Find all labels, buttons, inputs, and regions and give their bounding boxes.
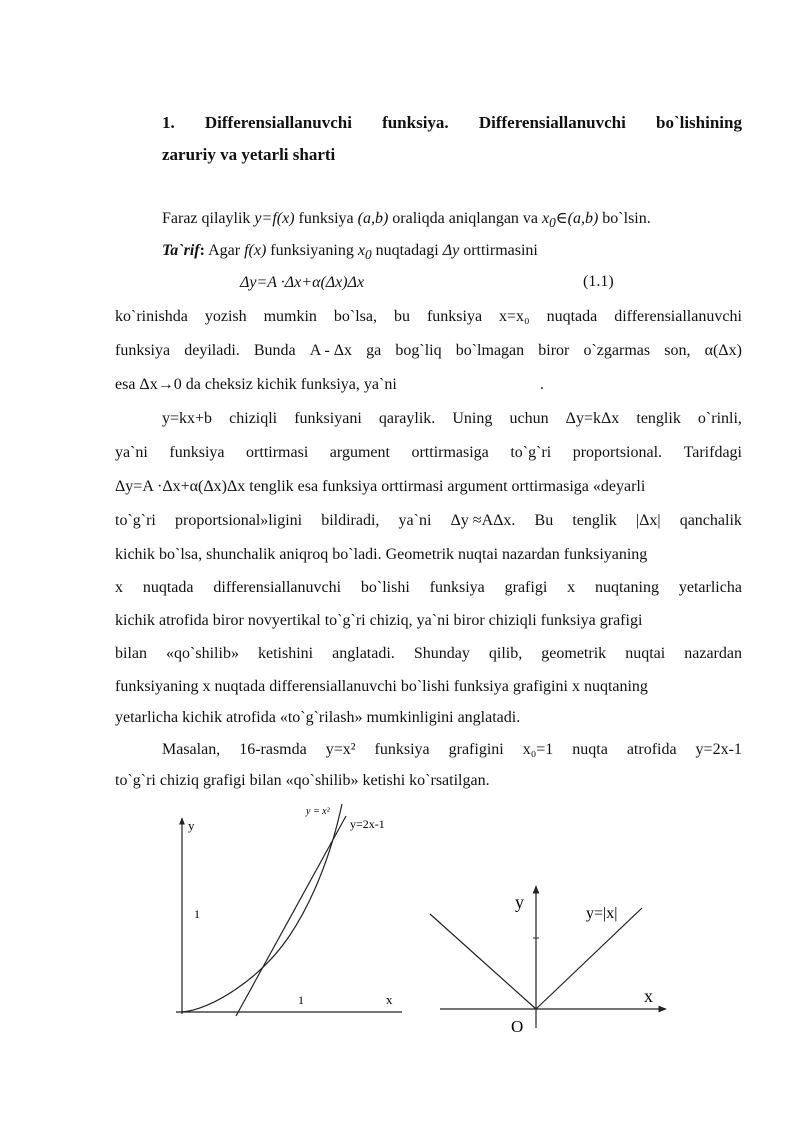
body-word: ko`rinishda xyxy=(115,308,188,325)
body-word: deyiladi. xyxy=(184,342,240,359)
body-word: y=kx+b xyxy=(162,410,213,427)
body-word: |Δx| xyxy=(635,512,661,529)
body-line-14 xyxy=(162,740,742,760)
body-word: bo`lishi xyxy=(360,579,410,596)
body-line-1 xyxy=(115,307,742,327)
body-word: proportsional»ligini xyxy=(174,512,303,529)
body-word: 16-rasmda xyxy=(239,741,307,758)
body-line-8: kichik bo`lsa, shunchalik aniqroq bo`ladi. Geometrik nuqtai nazardan funksiyaning xyxy=(115,546,648,563)
body-word: bilan xyxy=(115,645,147,662)
body-word: yetarlicha xyxy=(678,579,742,596)
body-word: x xyxy=(567,579,576,596)
body-line-15: to`g`ri chiziq grafigi bilan «qo`shilib» ketishi ko`rsatilgan. xyxy=(115,772,490,789)
body-word: orttirmasiga xyxy=(411,444,489,461)
body-word: funksiyani xyxy=(294,410,362,427)
body-word: ya`ni xyxy=(115,444,148,461)
body-word: Uning xyxy=(452,410,493,427)
body-word: A - Δx xyxy=(309,342,353,359)
body-word: ketishini xyxy=(257,645,314,662)
body-word: qanchalik xyxy=(679,512,742,529)
y-axis-label: y xyxy=(515,892,524,912)
body-word: nuqtada xyxy=(142,579,194,596)
body-line-3-dot: . xyxy=(540,376,544,393)
equation-number: (1.1) xyxy=(583,273,614,290)
heading-line-2: zaruriy va yetarli sharti xyxy=(162,145,336,164)
body-word: qilib, xyxy=(488,645,523,662)
body-word: tenglik xyxy=(636,410,681,427)
body-word: nazardan xyxy=(684,645,742,662)
body-word: x₀=1 xyxy=(522,741,554,758)
equation-formula: Δy=A ·Δx+α(Δx)Δx xyxy=(240,274,365,291)
body-word: funksiya xyxy=(115,342,171,359)
body-word: Bunda xyxy=(253,342,296,359)
body-word: orttirmasi xyxy=(246,444,309,461)
body-word: Shunday xyxy=(413,645,470,662)
body-word: y=x² xyxy=(325,741,356,758)
graph-left-branch xyxy=(430,914,536,1009)
body-word: α(Δx) xyxy=(704,342,742,359)
heading-word: bo`lishining xyxy=(656,113,742,132)
body-word: to`g`ri xyxy=(115,512,156,529)
body-word: bildiradi, xyxy=(321,512,380,529)
paragraph-intro: Faraz qilaylik y=f(x) funksiya (a,b) oraliqda aniqlangan va $x_0\in(a,b)$ bo`lsin. xyxy=(162,210,651,231)
body-line-12: funksiyaning x nuqtada differensiallanuvchi bo`lishi funksiya grafigini x nuqtaning xyxy=(115,678,648,695)
body-word: bu xyxy=(393,308,410,325)
body-line-4 xyxy=(162,409,742,429)
tick-y-label: 1 xyxy=(194,907,200,921)
body-word: funksiya xyxy=(426,308,483,325)
body-word: tenglik xyxy=(572,512,617,529)
body-word: atrofida xyxy=(626,741,677,758)
x-axis-label: x xyxy=(644,986,653,1006)
body-word: grafigi xyxy=(504,579,548,596)
body-line-11 xyxy=(115,644,742,664)
body-word: mumkin xyxy=(263,308,317,325)
section-heading xyxy=(162,107,742,171)
body-word: anglatadi. xyxy=(332,645,395,662)
body-word: o`zgarmas xyxy=(583,342,651,359)
heading-word: funksiya. xyxy=(382,113,449,132)
body-word: ya`ni xyxy=(398,512,432,529)
curve-label: y = x² xyxy=(306,806,330,817)
body-word: Bu xyxy=(534,512,554,529)
body-word: nuqta xyxy=(572,741,608,758)
body-word: funksiya xyxy=(429,579,485,596)
function-label: y=|x| xyxy=(586,905,618,922)
body-word: grafigini xyxy=(448,741,504,758)
parabola-curve xyxy=(182,804,342,1012)
origin-label: O xyxy=(511,1017,524,1036)
body-word: «qo`shilib» xyxy=(166,645,239,662)
body-line-9 xyxy=(115,578,742,598)
body-word: bo`lmagan xyxy=(455,342,525,359)
body-word: ga xyxy=(366,342,382,359)
body-line-2 xyxy=(115,341,742,361)
tangent-line xyxy=(236,816,346,1016)
body-word: yozish xyxy=(204,308,247,325)
body-line-7 xyxy=(115,511,742,531)
body-word: qaraylik. xyxy=(378,410,436,427)
x-axis-label: x xyxy=(386,992,393,1007)
heading-word: Differensiallanuvchi xyxy=(204,113,352,132)
body-word: differensiallanuvchi xyxy=(614,308,742,325)
body-word: Tarifdagi xyxy=(683,444,742,461)
body-word: Masalan, xyxy=(162,741,221,758)
body-word: bo`lsa, xyxy=(333,308,378,325)
body-line-3: esa Δx→0 da cheksiz kichik funksiya, ya`ni xyxy=(115,376,397,393)
body-word: funksiya xyxy=(374,741,430,758)
body-word: biror xyxy=(538,342,570,359)
body-line-13: yetarlicha kichik atrofida «to`g`rilash» mumkinligini anglatadi. xyxy=(115,709,521,726)
body-word: argument xyxy=(329,444,390,461)
body-word: chiziqli xyxy=(229,410,278,427)
body-line-6: Δy=A ·Δx+α(Δx)Δx tenglik esa funksiya orttirmasi argument orttirmasiga «deyarli xyxy=(115,478,646,495)
body-word: uchun xyxy=(509,410,549,427)
body-word: Δy ≈AΔx. xyxy=(450,512,516,529)
body-line-5 xyxy=(115,443,742,463)
body-word: o`rinli, xyxy=(697,410,742,427)
body-word: Δy=kΔx xyxy=(565,410,620,427)
body-word: differensiallanuvchi xyxy=(213,579,342,596)
heading-line-1 xyxy=(162,107,742,139)
tick-x-label: 1 xyxy=(298,993,304,1007)
body-word: nuqtaning xyxy=(594,579,659,596)
body-word: x xyxy=(115,579,123,596)
body-word: nuqtada xyxy=(546,308,598,325)
body-word: x=x₀ xyxy=(499,308,530,325)
body-line-10: kichik atrofida biror novyertikal to`g`ri chiziq, ya`ni biror chiziqli funksiya grafigi xyxy=(115,612,643,629)
y-axis-label: y xyxy=(188,818,195,833)
figure-parabola-tangent xyxy=(170,800,410,1022)
body-word: bog`liq xyxy=(395,342,442,359)
heading-word: Differensiallanuvchi xyxy=(478,113,626,132)
body-word: funksiya xyxy=(169,444,225,461)
body-word: to`g`ri xyxy=(510,444,552,461)
body-word: proportsional. xyxy=(572,444,663,461)
line-label: y=2x-1 xyxy=(350,817,385,831)
graph-right-branch xyxy=(536,908,642,1009)
body-word: nuqtai xyxy=(625,645,666,662)
body-word: son, xyxy=(664,342,691,359)
definition-line: Ta`rif: Agar f(x) funksiyaning $x_0$ nuqtadagi Δy orttirmasini xyxy=(162,242,538,263)
body-word: geometrik xyxy=(541,645,607,662)
heading-word: 1. xyxy=(162,113,175,132)
figure-absolute-value xyxy=(420,882,670,1038)
body-word: y=2x-1 xyxy=(695,741,742,758)
